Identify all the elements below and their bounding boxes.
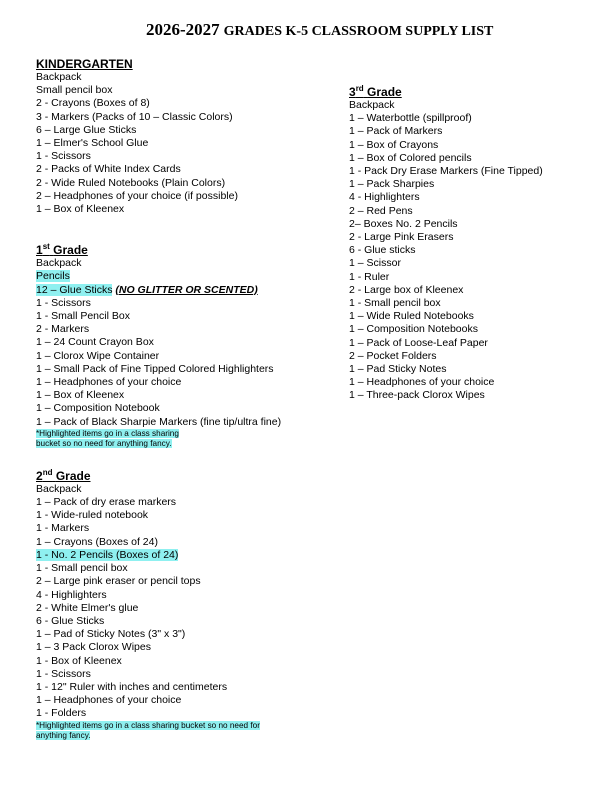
list-item: 2 – Headphones of your choice (if possible): [36, 189, 238, 202]
list-item: 2 - Wide Ruled Notebooks (Plain Colors): [36, 176, 226, 189]
spacer: [36, 450, 326, 469]
list-item: 1 - Scissors: [36, 150, 91, 163]
grade3-heading-word: Grade: [367, 85, 402, 99]
list-item: 1 – Pack of Loose-Leaf Paper: [349, 336, 488, 349]
list-item: 1 – Clorox Wipe Container: [36, 349, 160, 362]
grade3-heading-sup: rd: [355, 84, 364, 93]
list-item: Backpack: [36, 257, 82, 270]
grade1-heading-sup: st: [42, 242, 50, 252]
title-text: GRADES K-5 CLASSROOM SUPPLY LIST: [223, 24, 494, 39]
list-item: 1 – Composition Notebooks: [349, 323, 478, 336]
list-item: Backpack: [36, 71, 82, 83]
grade1-list: [36, 257, 326, 450]
list-item: 2 – Red Pens: [349, 204, 413, 217]
grade2-heading-sup: nd: [42, 467, 53, 477]
list-item-highlighted: [36, 270, 326, 283]
grade1-heading-word: Grade: [53, 243, 88, 258]
list-item: Backpack: [36, 482, 82, 495]
grade2-heading-word: Grade: [55, 468, 91, 483]
list-item: 6 – Large Glue Sticks: [36, 123, 137, 136]
list-item: 1 – Headphones of your choice: [36, 376, 182, 389]
sharing-note: [36, 439, 326, 450]
title-year: 2026-2027: [146, 20, 220, 39]
list-item: 1 – Pack of Markers: [349, 125, 443, 138]
highlighted-text: Pencils: [36, 270, 70, 283]
list-item: 4 - Highlighters: [349, 191, 420, 204]
list-item: 4 - Highlighters: [36, 588, 107, 601]
list-item: 1 – Small Pack of Fine Tipped Colored Highlighters: [36, 362, 274, 375]
grade1-heading: [36, 243, 326, 257]
list-item: 1 – Crayons (Boxes of 24): [36, 535, 158, 548]
list-item: 1 - Box of Kleenex: [36, 654, 122, 667]
sharing-note: [36, 429, 326, 440]
right-column: [349, 85, 599, 403]
list-item: 1 - Folders: [36, 707, 87, 720]
list-item: 1 - Scissors: [36, 667, 91, 680]
list-item: 1 – Pack of Black Sharpie Markers (fine tip/ultra fine): [36, 415, 282, 428]
grade2-heading-num: 2: [36, 468, 43, 483]
glue-warning: (NO GLITTER OR SCENTED): [115, 283, 258, 296]
list-item: 1 – Pack of dry erase markers: [36, 496, 177, 509]
list-item: 1 – Elmer's School Glue: [36, 137, 149, 150]
kindergarten-heading: KINDERGARTEN: [36, 57, 133, 71]
grade3-heading-num: 3: [349, 85, 356, 99]
list-item: 2 - Large box of Kleenex: [349, 283, 464, 296]
grade2-list: [36, 483, 326, 742]
note-line: bucket so no need for anything fancy.: [36, 439, 172, 449]
list-item: 1 – Pad Sticky Notes: [349, 363, 447, 376]
highlighted-text: 1 - No. 2 Pencils (Boxes of 24): [36, 548, 179, 561]
note-line: *Highlighted items go in a class sharing: [36, 428, 179, 438]
list-item: 2 - Markers: [36, 323, 90, 336]
grade3-list: [349, 99, 599, 403]
highlighted-text: 12 – Glue Sticks: [36, 283, 113, 296]
list-item: 1 – Box of Kleenex: [36, 203, 125, 216]
note-line: *Highlighted items go in a class sharing bucket so no need for: [36, 720, 260, 730]
list-item: 2 - Large Pink Erasers: [349, 231, 454, 244]
list-item: 1 – Waterbottle (spillproof): [349, 112, 472, 125]
list-item: 1 – Box of Colored pencils: [349, 151, 472, 164]
sharing-note: [36, 721, 326, 732]
list-item: 1 – Pack Sharpies: [349, 178, 435, 191]
list-item: 1 - Scissors: [36, 296, 91, 309]
list-item: 1 – 24 Count Crayon Box: [36, 336, 154, 349]
list-item: 1 – 3 Pack Clorox Wipes: [36, 641, 151, 654]
list-item: 1 – Composition Notebook: [36, 402, 160, 415]
list-item: 1 - Pack Dry Erase Markers (Fine Tipped): [349, 165, 543, 178]
list-item: Backpack: [349, 99, 395, 111]
list-item: 2 – Large pink eraser or pencil tops: [36, 575, 201, 588]
left-column: [36, 57, 326, 742]
list-item: 1 - 12" Ruler with inches and centimeters: [36, 680, 228, 693]
list-item: 1 - Small pencil box: [349, 297, 441, 310]
kindergarten-list: [36, 71, 326, 216]
sharing-note: [36, 731, 326, 742]
grade2-heading: [36, 469, 326, 483]
list-item: 2– Boxes No. 2 Pencils: [349, 217, 458, 230]
list-item: 1 – Scissor: [349, 257, 401, 270]
list-item: 1 - Ruler: [349, 270, 390, 283]
list-item: 1 - Markers: [36, 522, 90, 535]
list-item-highlighted: [36, 549, 326, 562]
list-item: 1 - Wide-ruled notebook: [36, 509, 149, 522]
list-item: 1 - Small pencil box: [36, 562, 128, 575]
list-item: 2 - Crayons (Boxes of 8): [36, 97, 150, 110]
page-title: [146, 20, 493, 42]
list-item: 1 – Wide Ruled Notebooks: [349, 310, 474, 323]
grade1-heading-num: 1: [36, 243, 43, 258]
list-item: 1 – Box of Crayons: [349, 138, 439, 151]
list-item: 6 - Glue Sticks: [36, 614, 105, 627]
list-item: 1 – Headphones of your choice: [349, 376, 495, 389]
list-item: 2 – Pocket Folders: [349, 349, 437, 362]
list-item: 3 - Markers (Packs of 10 – Classic Colors): [36, 110, 233, 123]
list-item-highlighted: [36, 284, 326, 297]
spacer: [36, 216, 326, 243]
list-item: 2 - Packs of White Index Cards: [36, 163, 181, 176]
list-item: 1 – Pad of Sticky Notes (3" x 3"): [36, 628, 186, 641]
list-item: 2 - White Elmer's glue: [36, 601, 139, 614]
grade3-heading: [349, 85, 599, 99]
list-item: 1 - Small Pencil Box: [36, 310, 130, 323]
list-item: 1 – Headphones of your choice: [36, 694, 182, 707]
list-item: 6 - Glue sticks: [349, 244, 416, 257]
list-item: 1 – Three-pack Clorox Wipes: [349, 389, 485, 402]
list-item: Small pencil box: [36, 84, 113, 97]
note-line: anything fancy.: [36, 731, 91, 741]
list-item: 1 – Box of Kleenex: [36, 389, 125, 402]
